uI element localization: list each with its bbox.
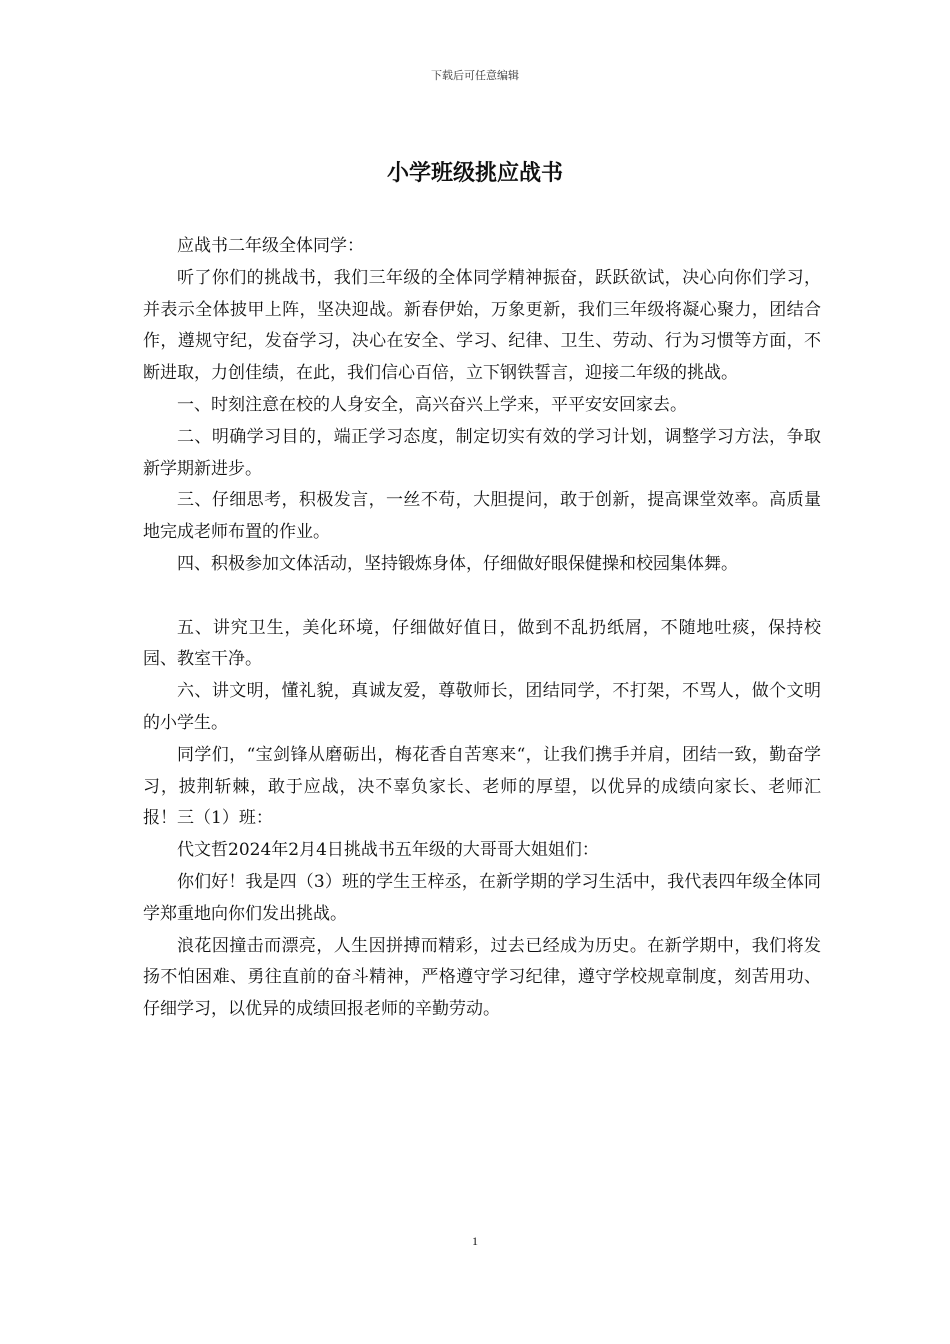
paragraph-item-5: 五、讲究卫生，美化环境，仔细做好值日，做到不乱扔纸屑，不随地吐痰，保持校园、教室干净。 [143,617,821,670]
paragraph-item-3: 三、仔细思考，积极发言，一丝不苟，大胆提问，敢于创新，提高课堂效率。高质量地完成老师布置的作业。 [143,490,821,543]
header-note: 下载后可任意编辑 [431,69,519,82]
paragraph-greeting: 你们好！我是四（3）班的学生王梓丞，在新学期的学习生活中，我代表四年级全体同学郑重地向你们发出挑战。 [143,871,821,924]
paragraph-item-6: 六、讲文明，懂礼貌，真诚友爱，尊敬师长，团结同学，不打架，不骂人，做个文明的小学生。 [143,681,821,733]
paragraph-intro: 听了你们的挑战书，我们三年级的全体同学精神振奋，跃跃欲试，决心向你们学习，并表示全体披甲上阵，坚决迎战。新春伊始，万象更新，我们三年级将凝心聚力，团结合作，遵规守纪，发奋学习，决心在安全、学习、纪律、卫生、劳动、行为习惯等方面，不断进取，力创佳绩，在此，我们信心百倍，立下钢铁誓言，迎接二年级的挑战。 [143,267,821,384]
document-body [143,231,821,1026]
paragraph-signature-and-next-letter: 代文哲2024年2月4日挑战书五年级的大哥哥大姐姐们： [177,840,599,861]
paragraph-item-1: 一、时刻注意在校的人身安全，高兴奋兴上学来，平平安安回家去。 [177,394,687,415]
page-number: 1 [472,1234,478,1248]
paragraph-item-2: 二、明确学习目的，端正学习态度，制定切实有效的学习计划，调整学习方法，争取新学期新进步。 [143,426,821,479]
paragraph-closing: 同学们，“宝剑锋从磨砺出，梅花香自苦寒来“，让我们携手并肩，团结一致，勤奋学习，披荆斩棘，敢于应战，决不辜负家长、老师的厚望，以优异的成绩向家长、老师汇报！三（1）班： [143,744,821,829]
document-title: 小学班级挑应战书 [386,161,563,186]
paragraph-item-4: 四、积极参加文体活动，坚持锻炼身体，仔细做好眼保健操和校园集体舞。 [177,553,738,574]
paragraph-salutation: 应战书二年级全体同学： [177,236,364,256]
paragraph-pledge: 浪花因撞击而漂亮，人生因拼搏而精彩，过去已经成为历史。在新学期中，我们将发扬不怕困难、勇往直前的奋斗精神，严格遵守学习纪律，遵守学校规章制度，刻苦用功、仔细学习，以优异的成绩回报老师的辛勤劳动。 [143,935,821,1020]
